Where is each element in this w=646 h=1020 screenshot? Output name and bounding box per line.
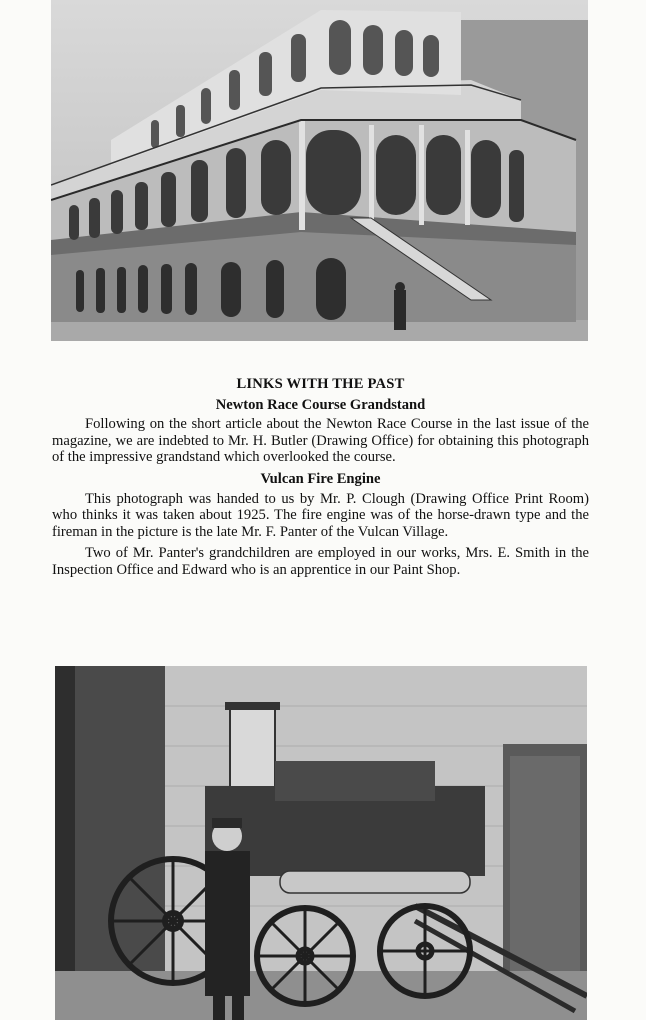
grandstand-photo [51, 0, 588, 341]
paragraph-grandstand: Following on the short article about the Newton Race Course in the last issue of the magazine, we are indebted to Mr. H. Butler (Drawing Office) for obtaining this photograph of the impressive grandstand which overlooked the course. [52, 416, 589, 466]
paragraph-grandchildren: Two of Mr. Panter's grandchildren are employed in our works, Mrs. E. Smith in the Inspection Office and Edward who is an apprentice in our Paint Shop. [52, 545, 589, 578]
article-title: LINKS WITH THE PAST [236, 376, 405, 392]
article [52, 376, 589, 584]
fire-engine-photo [55, 666, 587, 1020]
section-heading-fire-engine: Vulcan Fire Engine [260, 470, 381, 487]
section-heading-grandstand: Newton Race Course Grandstand [215, 396, 426, 413]
paragraph-fire-engine: This photograph was handed to us by Mr. P. Clough (Drawing Office Print Room) who thinks it was taken about 1925. The fire engine was of the horse-drawn type and the fireman in the picture is the late Mr. F. Panter of the Vulcan Village. [52, 490, 589, 540]
